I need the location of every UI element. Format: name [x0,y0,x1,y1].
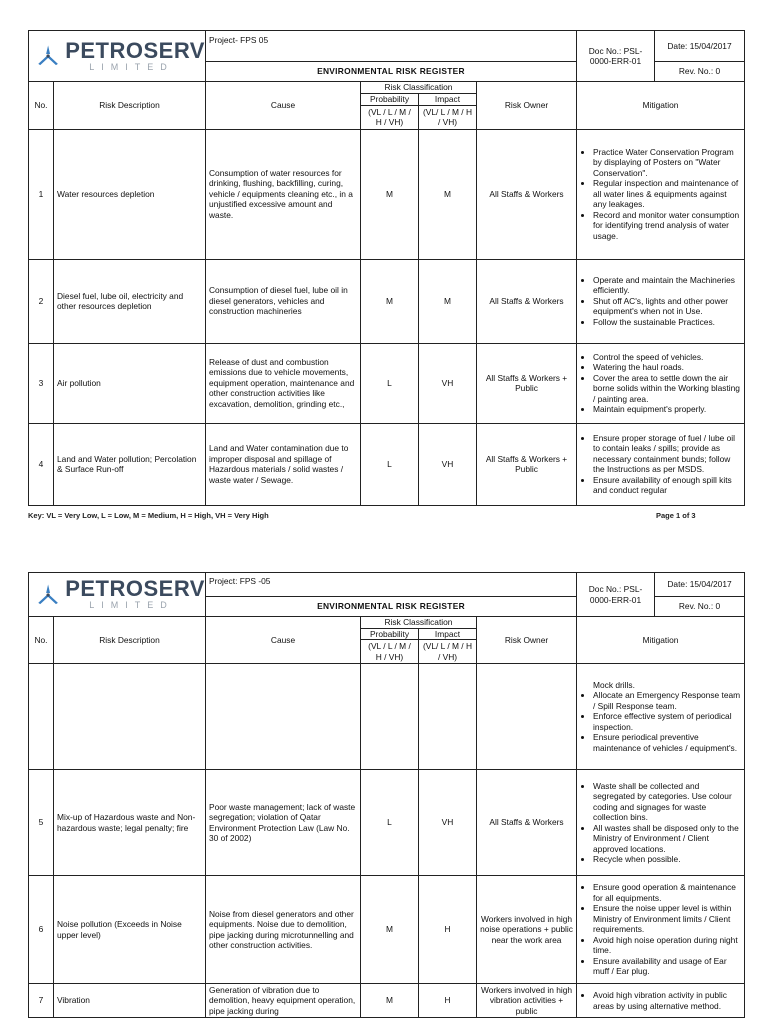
row-cause: Land and Water contamination due to improper disposal and spillage of Hazardous materials / solid wastes / waste water / Sewage. [206,423,361,505]
mitigation-item: • Control the speed of vehicles. [593,352,741,363]
row-mitigation [577,129,745,259]
row-impact: VH [419,770,477,876]
row-cause: Generation of vibration due to demolition, heavy equipment operation, pipe jacking during [206,984,361,1018]
row-impact: H [419,984,477,1018]
mitigation-item: • Regular inspection and maintenance of all water lines & equipments against any leakages. [593,178,741,210]
col-header-no: No. [29,82,54,130]
table-row [29,129,745,259]
row-owner: All Staffs & Workers [477,770,577,876]
row-risk: Mix-up of Hazardous waste and Non-hazardous waste; legal penalty; fire [54,770,206,876]
row-cause: Release of dust and combustion emissions due to vehicle movements, equipment operation, maintenance and other construction activities like excavation, demolition, grinding etc., [206,343,361,423]
row-impact: H [419,876,477,984]
row-impact [419,664,477,770]
row-no [29,664,54,770]
col-header-no: No. [29,617,54,664]
row-probability: L [361,770,419,876]
mitigation-item: • Ensure availability and usage of Ear muff / Ear plug. [593,956,741,977]
col-header-impact: Impact [419,628,477,640]
col-header-mitigation: Mitigation [577,617,745,664]
mitigation-item: • Ensure good operation & maintenance for all equipments. [593,882,741,903]
mitigation-item: • Allocate an Emergency Response team / Spill Response team. [593,690,741,711]
impact-scale: (VL/ L / M / H / VH) [419,640,477,664]
row-cause [206,664,361,770]
mitigation-item: • Avoid high noise operation during night time. [593,935,741,956]
row-probability [361,664,419,770]
row-owner: All Staffs & Workers + Public [477,423,577,505]
mitigation-item: • Practice Water Conservation Program by displaying of Posters on "Water Conservation". [593,147,741,179]
row-risk: Land and Water pollution; Percolation & Surface Run-off [54,423,206,505]
row-impact: VH [419,423,477,505]
register-page-2 [28,572,744,1018]
mitigation-item: • Ensure proper storage of fuel / lube oil to contain leaks / spills; provide as necessary containment bunds; follow the Instructions as per MSDS. [593,433,741,475]
table-row [29,770,745,876]
row-no: 2 [29,259,54,343]
col-header-cause: Cause [206,82,361,130]
col-header-probability: Probability [361,628,419,640]
row-owner [477,664,577,770]
table-row [29,984,745,1018]
date-cell: Date: 15/04/2017 [655,573,745,597]
row-mitigation [577,876,745,984]
row-mitigation [577,343,745,423]
company-logo [29,31,206,82]
mitigation-item: • Avoid high vibration activity in public areas by using alternative method. [593,990,741,1011]
impact-scale: (VL/ L / M / H / VH) [419,105,477,129]
col-header-risk: Risk Description [54,617,206,664]
mitigation-continuation: Mock drills. [593,679,635,690]
col-header-owner: Risk Owner [477,617,577,664]
doc-no-cell: Doc No.: PSL-0000-ERR-01 [577,31,655,82]
risk-key-note: Key: VL = Very Low, L = Low, M = Medium, H = High, VH = Very High [28,511,269,520]
mitigation-item: • All wastes shall be disposed only to the Ministry of Environment / Client approved locations. [593,823,741,855]
mitigation-item: • Cover the area to settle down the air borne solids within the Working blasting / painting area. [593,373,741,405]
petroserv-logo-icon [35,578,61,612]
table-row [29,876,745,984]
logo-sub: LIMITED [89,600,174,610]
register-title: ENVIRONMENTAL RISK REGISTER [206,597,577,617]
row-mitigation [577,984,745,1018]
row-cause: Noise from diesel generators and other equipments. Noise due to demolition, pipe jacking during microtunnelling and other construction activities. [206,876,361,984]
mitigation-item: • Enforce effective system of periodical inspection. [593,711,741,732]
date-cell: Date: 15/04/2017 [655,31,745,62]
risk-register-table [28,572,745,1018]
mitigation-item: • Maintain equipment's properly. [593,404,741,415]
row-risk: Noise pollution (Exceeds in Noise upper level) [54,876,206,984]
petroserv-logo-icon [35,39,61,73]
row-no: 7 [29,984,54,1018]
page-number: Page 1 of 3 [656,511,696,520]
col-header-risk-class: Risk Classification [361,82,477,94]
register-page-1 [28,30,744,506]
row-owner: All Staffs & Workers [477,259,577,343]
row-mitigation [577,423,745,505]
row-probability: M [361,129,419,259]
row-no: 3 [29,343,54,423]
mitigation-item: • Ensure periodical preventive maintenance of vehicles / equipment's. [593,732,741,753]
row-impact: VH [419,343,477,423]
col-header-impact: Impact [419,94,477,106]
row-owner: Workers involved in high noise operations + public near the work area [477,876,577,984]
row-cause: Poor waste management; lack of waste segregation; violation of Qatar Environment Protection Law (Law No. 30 of 2002) [206,770,361,876]
mitigation-item: • Waste shall be collected and segregated by categories. Use colour coding and signages for waste collection bins. [593,781,741,823]
row-risk: Vibration [54,984,206,1018]
mitigation-item: • Ensure availability of enough spill kits and conduct regular [593,475,741,496]
probability-scale: (VL / L / M / H / VH) [361,105,419,129]
mitigation-item: • Record and monitor water consumption for identifying trend analysis of water usage. [593,210,741,242]
col-header-risk-class: Risk Classification [361,617,477,629]
row-probability: L [361,423,419,505]
row-no: 4 [29,423,54,505]
row-risk: Water resources depletion [54,129,206,259]
row-mitigation [577,259,745,343]
mitigation-item: • Operate and maintain the Machineries efficiently. [593,275,741,296]
row-mitigation [577,664,745,770]
row-risk: Air pollution [54,343,206,423]
row-risk [54,664,206,770]
row-mitigation [577,770,745,876]
project-cell: Project: FPS -05 [206,573,577,597]
logo-name: PETROSERV [65,37,205,63]
row-probability: M [361,876,419,984]
row-risk: Diesel fuel, lube oil, electricity and other resources depletion [54,259,206,343]
rev-cell: Rev. No.: 0 [655,597,745,617]
table-row [29,343,745,423]
row-owner: Workers involved in high vibration activities + public [477,984,577,1018]
register-title: ENVIRONMENTAL RISK REGISTER [206,62,577,82]
table-row [29,664,745,770]
probability-scale: (VL / L / M / H / VH) [361,640,419,664]
row-probability: M [361,984,419,1018]
row-owner: All Staffs & Workers [477,129,577,259]
mitigation-item: • Recycle when possible. [593,854,741,865]
row-impact: M [419,259,477,343]
row-no: 1 [29,129,54,259]
logo-name: PETROSERV [65,576,205,601]
col-header-owner: Risk Owner [477,82,577,130]
mitigation-item: • Shut off AC's, lights and other power equipment's when not in Use. [593,296,741,317]
table-row [29,423,745,505]
col-header-risk: Risk Description [54,82,206,130]
row-no: 5 [29,770,54,876]
rev-cell: Rev. No.: 0 [655,62,745,82]
row-no: 6 [29,876,54,984]
risk-register-table [28,30,745,506]
mitigation-item: • Follow the sustainable Practices. [593,317,741,328]
table-row [29,259,745,343]
company-logo [29,573,206,617]
mitigation-item: • Ensure the noise upper level is within Ministry of Environment limits / Client requirements. [593,903,741,935]
row-impact: M [419,129,477,259]
mitigation-item: • Watering the haul roads. [593,362,741,373]
col-header-cause: Cause [206,617,361,664]
row-probability: M [361,259,419,343]
logo-sub: LIMITED [89,61,174,72]
col-header-probability: Probability [361,94,419,106]
project-cell: Project- FPS 05 [206,31,577,62]
col-header-mitigation: Mitigation [577,82,745,130]
row-owner: All Staffs & Workers + Public [477,343,577,423]
row-probability: L [361,343,419,423]
row-cause: Consumption of diesel fuel, lube oil in diesel generators, vehicles and construction machineries [206,259,361,343]
row-cause: Consumption of water resources for drinking, flushing, backfilling, curing, vehicle / equipments cleaning etc., in a unjustified excessive amount and waste. [206,129,361,259]
doc-no-cell: Doc No.: PSL-0000-ERR-01 [577,573,655,617]
